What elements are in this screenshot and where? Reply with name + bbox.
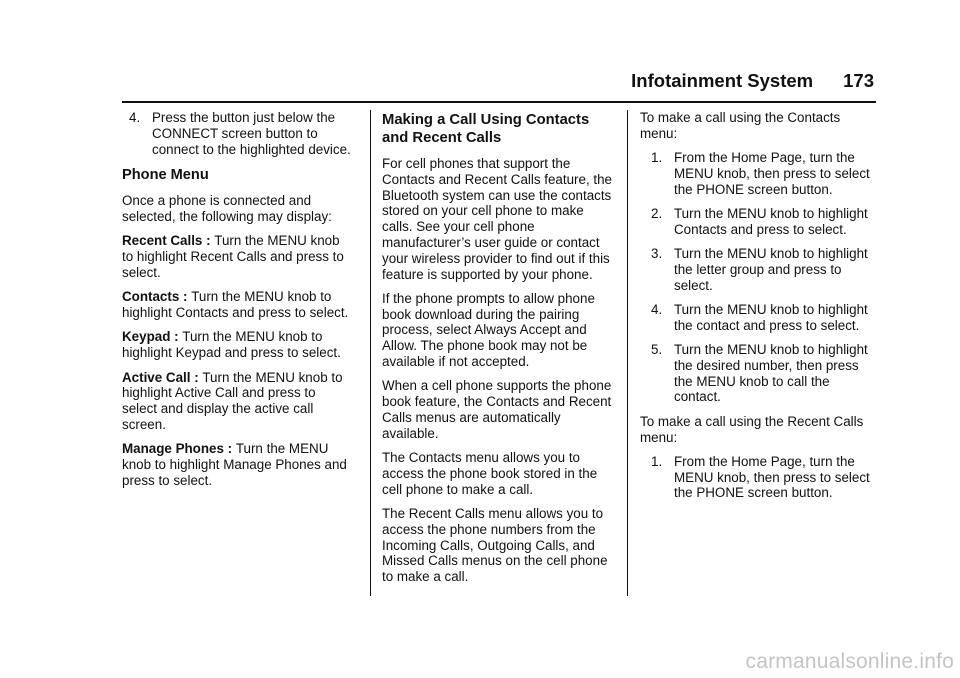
list-item <box>129 110 354 157</box>
list-item <box>651 150 872 197</box>
menu-term: Manage Phones : <box>122 441 236 457</box>
paragraph: When a cell phone supports the phone book feature, the Contacts and Recent Calls menus are automatically available. <box>382 378 612 441</box>
paragraph: The Recent Calls menu allows you to access the phone numbers from the Incoming Calls, Outgoing Calls, and Missed Calls menus on the cell phone to make a call. <box>382 505 608 585</box>
menu-entry-manage-phones <box>122 441 354 488</box>
menu-term: Contacts : <box>122 289 192 305</box>
menu-desc: Turn the MENU knob to highlight Keypad and press to select. <box>122 329 341 361</box>
menu-entry-keypad <box>122 329 354 361</box>
step-text: From the Home Page, turn the MENU knob, then press to select the PHONE screen button. <box>674 150 870 197</box>
menu-entry-recent-calls <box>122 233 354 280</box>
step-number: 4. <box>129 110 141 125</box>
page-number: 173 <box>843 70 874 91</box>
recent-steps <box>651 454 872 501</box>
step-number: 1. <box>651 453 663 469</box>
list-item <box>651 302 872 334</box>
contacts-intro: To make a call using the Contacts menu: <box>640 110 841 141</box>
list-item <box>651 342 872 405</box>
column-1 <box>122 110 354 497</box>
column-2 <box>382 110 614 593</box>
menu-desc: Turn the MENU knob to highlight Recent Calls and press to select. <box>122 233 344 281</box>
menu-desc: Turn the MENU knob to highlight Manage Phones and press to select. <box>122 441 347 488</box>
step-number: 4. <box>651 301 663 317</box>
menu-term: Recent Calls : <box>122 233 215 249</box>
step-text: Turn the MENU knob to highlight Contacts and press to select. <box>674 205 868 237</box>
column-3 <box>640 110 872 510</box>
step-text: Turn the MENU knob to highlight the desired number, then press the MENU knob to call the contact. <box>674 342 868 405</box>
column-divider-2 <box>627 110 628 596</box>
paragraph: The Contacts menu allows you to access the phone book stored in the cell phone to make a call. <box>382 450 598 497</box>
making-call-heading: Making a Call Using Contacts and Recent Calls <box>382 112 590 146</box>
section-title: Infotainment System <box>631 70 814 91</box>
column-divider-1 <box>370 110 371 596</box>
paragraph: If the phone prompts to allow phone book download during the pairing process, select Always Accept and Allow. The phone book may not be available if not accepted. <box>382 290 595 370</box>
step-text: Press the button just below the CONNECT screen button to connect to the highlighted device. <box>152 110 351 157</box>
menu-desc: Turn the MENU knob to highlight Contacts and press to select. <box>122 289 349 321</box>
list-item <box>651 206 872 238</box>
list-item <box>651 454 872 501</box>
step-number: 5. <box>651 342 663 358</box>
menu-entry-active-call <box>122 370 354 433</box>
contacts-steps <box>651 150 872 405</box>
step-number: 3. <box>651 246 663 262</box>
step-number: 2. <box>651 205 663 221</box>
recent-intro: To make a call using the Recent Calls menu: <box>640 413 864 445</box>
menu-entry-contacts <box>122 289 354 321</box>
paragraph: For cell phones that support the Contacts and Recent Calls feature, the Bluetooth system can use the contacts stored on your cell phone to make calls. See your cell phone manufacturer’s user guide or contact your wireless provider to find out if this feature is supported by your phone. <box>382 156 613 282</box>
phone-menu-heading: Phone Menu <box>122 167 209 184</box>
header-rule <box>122 101 876 103</box>
step-text: Turn the MENU knob to highlight the letter group and press to select. <box>674 246 868 293</box>
step-text: Turn the MENU knob to highlight the contact and press to select. <box>674 301 868 333</box>
menu-desc: Turn the MENU knob to highlight Active Call and press to select and display the active call screen. <box>122 369 343 432</box>
connect-steps-continued <box>129 110 354 157</box>
menu-term: Keypad : <box>122 329 183 345</box>
list-item <box>651 246 872 293</box>
page-header <box>631 70 874 92</box>
step-number: 1. <box>651 150 663 166</box>
step-text: From the Home Page, turn the MENU knob, then press to select the PHONE screen button. <box>674 453 870 501</box>
watermark: carmanualsonline.info <box>745 650 954 673</box>
menu-term: Active Call : <box>122 369 203 385</box>
phone-menu-intro: Once a phone is connected and selected, the following may display: <box>122 193 332 225</box>
